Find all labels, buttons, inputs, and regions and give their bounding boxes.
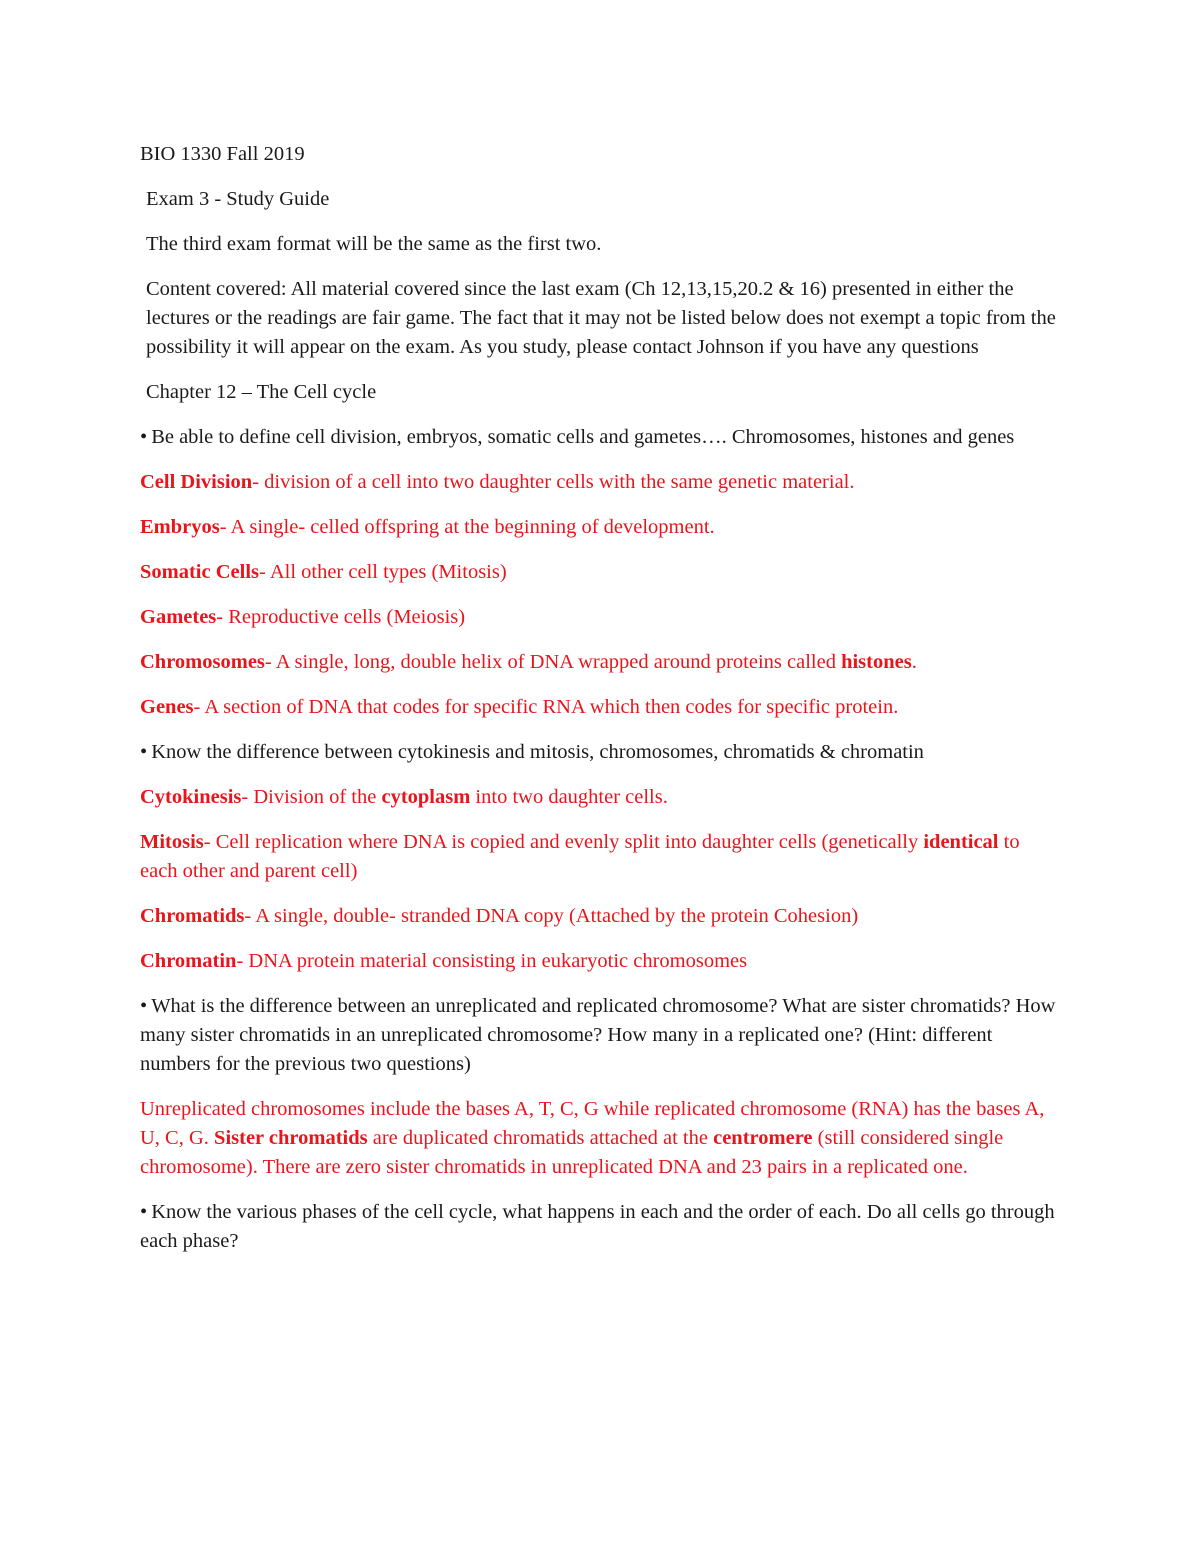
definition-term: Chromosomes xyxy=(140,651,265,673)
definition-term: Gametes xyxy=(140,606,217,628)
definition-bold-term: identical xyxy=(923,831,999,853)
bullet-item-phases xyxy=(140,1198,1060,1256)
definition-text: - A section of DNA that codes for specific RNA which then codes for specific protein. xyxy=(193,696,899,718)
answer-text: Unreplicated chromosomes include the bases A, T, C, G while replicated chromosome (RNA) has the bases A, U, C, G. xyxy=(140,1098,1045,1149)
chapter-heading: Chapter 12 – The Cell cycle xyxy=(146,381,377,403)
bullet-icon: • xyxy=(140,995,148,1017)
definition-mitosis xyxy=(140,828,1060,886)
content-covered: Content covered: All material covered since the last exam (Ch 12,13,15,20.2 & 16) presented in either the lectures or the readings are fair game. The fact that it may not be listed below does not exempt a topic from the possibility it will appear on the exam. As you study, please contact Johnson if you have any questions xyxy=(146,278,1056,358)
answer-replicated xyxy=(140,1095,1060,1182)
bullet-item-definitions xyxy=(140,423,1060,452)
answer-bold-term: Sister chromatids xyxy=(214,1127,368,1149)
answer-text: (still considered single chromosome). There are zero sister chromatids in unreplicated DNA and 23 pairs in a replicated one. xyxy=(140,1127,1004,1178)
definition-text: - Cell replication where DNA is copied and evenly split into daughter cells (genetically xyxy=(203,831,924,853)
format-note: The third exam format will be the same as the first two. xyxy=(146,233,602,255)
definition-text: - division of a cell into two daughter cells with the same genetic material. xyxy=(252,471,855,493)
course-title: BIO 1330 Fall 2019 xyxy=(140,143,305,165)
definition-chromatin xyxy=(140,947,1060,976)
definition-somatic-cells xyxy=(140,558,1060,587)
definition-cell-division xyxy=(140,468,1060,497)
answer-text: are duplicated chromatids attached at the xyxy=(367,1127,714,1149)
definition-text: - A single- celled offspring at the beginning of development. xyxy=(219,516,715,538)
definition-bold-term: cytoplasm xyxy=(381,786,471,808)
definition-term: Chromatin xyxy=(140,950,237,972)
definition-text-end: to each other and parent cell) xyxy=(140,831,1020,882)
answer-bold-term: centromere xyxy=(713,1127,813,1149)
definition-term: Chromatids xyxy=(140,905,245,927)
definition-text: - DNA protein material consisting in eukaryotic chromosomes xyxy=(236,950,748,972)
definition-term: Genes xyxy=(140,696,194,718)
definition-text: - All other cell types (Mitosis) xyxy=(259,561,507,583)
definition-text-end: into two daughter cells. xyxy=(470,786,668,808)
definition-term: Cytokinesis xyxy=(140,786,242,808)
exam-title: Exam 3 - Study Guide xyxy=(146,188,330,210)
bullet-text: Be able to define cell division, embryos, somatic cells and gametes…. Chromosomes, histones and genes xyxy=(151,426,1015,448)
definition-term: Mitosis xyxy=(140,831,204,853)
definition-cytokinesis xyxy=(140,783,1060,812)
definition-bold-term: histones xyxy=(841,651,912,673)
definition-gametes xyxy=(140,603,1060,632)
bullet-item-cytokinesis xyxy=(140,738,1060,767)
definition-chromatids xyxy=(140,902,1060,931)
bullet-text: What is the difference between an unreplicated and replicated chromosome? What are sister chromatids? How many sister chromatids in an unreplicated chromosome? How many in a replicated one? (Hint: different numbers for the previous two questions) xyxy=(140,995,1056,1075)
bullet-item-replicated xyxy=(140,992,1060,1079)
definition-genes xyxy=(140,693,1060,722)
definition-text: - A single, long, double helix of DNA wrapped around proteins called xyxy=(264,651,842,673)
bullet-text: Know the various phases of the cell cycle, what happens in each and the order of each. Do all cells go through each phase? xyxy=(140,1201,1055,1252)
definition-term: Somatic Cells xyxy=(140,561,259,583)
definition-text: - Division of the xyxy=(241,786,382,808)
definition-text: - Reproductive cells (Meiosis) xyxy=(216,606,466,628)
definition-text-end: . xyxy=(911,651,917,673)
definition-term: Cell Division xyxy=(140,471,253,493)
definition-term: Embryos xyxy=(140,516,220,538)
bullet-icon: • xyxy=(140,1201,148,1223)
bullet-icon: • xyxy=(140,741,148,763)
definition-chromosomes xyxy=(140,648,1060,677)
document-body xyxy=(140,140,1060,1272)
bullet-icon: • xyxy=(140,426,148,448)
definition-embryos xyxy=(140,513,1060,542)
definition-text: - A single, double- stranded DNA copy (Attached by the protein Cohesion) xyxy=(244,905,859,927)
bullet-text: Know the difference between cytokinesis and mitosis, chromosomes, chromatids & chromatin xyxy=(151,741,924,763)
